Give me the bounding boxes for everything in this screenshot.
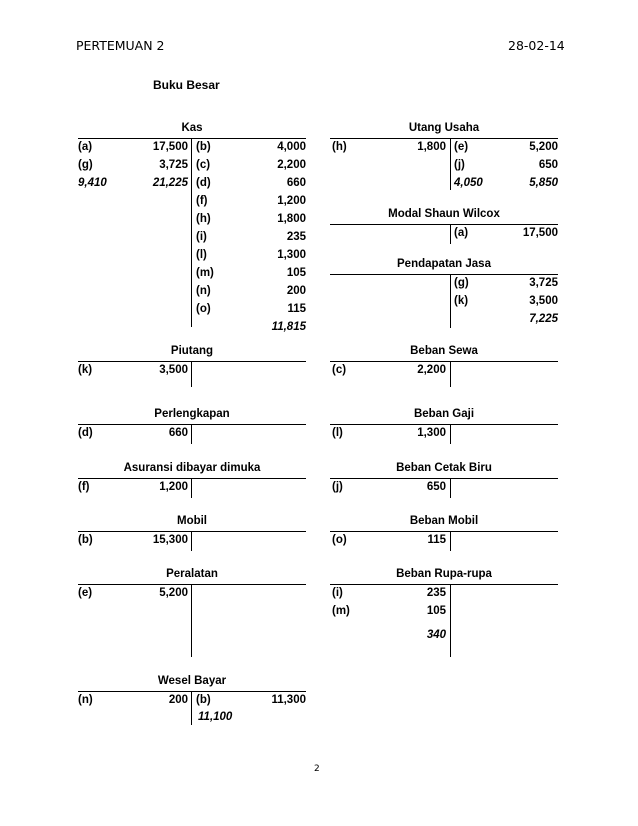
debit-ref: (j) [332, 481, 343, 493]
debit-amount: 1,800 [417, 141, 446, 153]
debit-amount: 1,300 [417, 427, 446, 439]
account-title: Modal Shaun Wilcox [388, 208, 500, 220]
account-beban-sewa [330, 345, 558, 387]
debit-ref: (d) [78, 427, 93, 439]
debit-ref: (l) [332, 427, 343, 439]
credit-ref: (a) [454, 227, 469, 239]
account-title: Beban Sewa [410, 345, 478, 357]
debit-amount: 235 [426, 587, 446, 599]
credit-total: 7,225 [529, 313, 558, 325]
t-account-divider [450, 138, 451, 190]
account-title: Beban Cetak Biru [396, 462, 492, 474]
debit-ref: (a) [78, 141, 93, 153]
debit-amount: 200 [168, 694, 188, 706]
debit-amount: 115 [427, 534, 446, 546]
account-title: Mobil [176, 515, 208, 527]
t-account-divider [191, 361, 192, 387]
debit-ref: (b) [78, 534, 93, 546]
t-account-divider [450, 224, 451, 244]
debit-amount: 5,200 [159, 587, 188, 599]
page-header-left: PERTEMUAN 2 [76, 38, 165, 53]
t-account-divider [191, 138, 192, 327]
credit-ref: (o) [196, 303, 211, 315]
credit-total: 11,100 [198, 711, 233, 723]
credit-ref: (j) [454, 159, 465, 171]
t-account-line [78, 691, 306, 692]
credit-ref: (h) [196, 213, 211, 225]
debit-ref: (i) [332, 587, 343, 599]
credit-amount: 105 [286, 267, 306, 279]
credit-amount: 3,725 [529, 277, 558, 289]
debit-amount: 650 [426, 481, 446, 493]
account-kas [78, 122, 306, 333]
debit-total: 340 [426, 629, 446, 641]
credit-amount: 5,200 [529, 141, 558, 153]
credit-amount: 660 [286, 177, 306, 189]
t-account-divider [191, 424, 192, 444]
t-account-line [330, 478, 558, 479]
credit-amount: 115 [287, 303, 306, 315]
account-utang-usaha [330, 122, 558, 190]
account-peralatan [78, 568, 306, 657]
debit-amount: 3,500 [159, 364, 188, 376]
debit-ref: (n) [78, 694, 93, 706]
credit-ref: (f) [196, 195, 208, 207]
debit-amount: 15,300 [152, 534, 188, 546]
t-account-line [78, 138, 306, 139]
credit-ref: (m) [196, 267, 214, 279]
t-account-line [78, 584, 306, 585]
debit-ref: (c) [332, 364, 347, 376]
account-beban-cetak-biru [330, 462, 558, 498]
t-account-divider [450, 361, 451, 387]
page-number: 2 [314, 764, 320, 774]
account-title: Perlengkapan [154, 408, 230, 420]
debit-ref: (g) [78, 159, 93, 171]
t-account-line [330, 424, 558, 425]
credit-total: 5,850 [529, 177, 558, 189]
credit-amount: 11,300 [271, 694, 306, 706]
t-account-divider [450, 531, 451, 551]
debit-amount: 1,200 [159, 481, 188, 493]
t-account-line [330, 138, 558, 139]
debit-balance: 9,410 [78, 177, 107, 189]
debit-ref: (f) [78, 481, 90, 493]
debit-ref: (k) [78, 364, 93, 376]
debit-amount: 660 [168, 427, 188, 439]
t-account-divider [450, 424, 451, 444]
t-account-line [330, 584, 558, 585]
account-beban-rupa-rupa [330, 568, 558, 657]
credit-amount: 1,800 [277, 213, 306, 225]
credit-amount: 3,500 [529, 295, 558, 307]
t-account-line [78, 478, 306, 479]
account-wesel-bayar [78, 675, 306, 725]
credit-ref: (k) [454, 295, 469, 307]
credit-amount: 2,200 [277, 159, 306, 171]
credit-amount: 200 [286, 285, 306, 297]
credit-ref: (g) [454, 277, 469, 289]
debit-ref: (h) [332, 141, 347, 153]
account-title: Piutang [170, 345, 214, 357]
account-beban-gaji [330, 408, 558, 444]
account-title: Beban Gaji [413, 408, 475, 420]
page-header-date: 28-02-14 [508, 38, 565, 53]
t-account-line [330, 361, 558, 362]
credit-ref: (n) [196, 285, 211, 297]
credit-ref: (i) [196, 231, 207, 243]
credit-amount: 1,200 [277, 195, 306, 207]
t-account-line [78, 424, 306, 425]
debit-amount: 3,725 [159, 159, 188, 171]
account-mobil [78, 515, 306, 551]
debit-ref: (e) [78, 587, 93, 599]
credit-ref: (d) [196, 177, 211, 189]
account-title: Beban Mobil [409, 515, 479, 527]
account-title: Pendapatan Jasa [397, 258, 491, 270]
account-title: Utang Usaha [408, 122, 480, 134]
credit-amount: 4,000 [277, 141, 306, 153]
ledger-title: Buku Besar [153, 78, 220, 92]
account-asuransi [78, 462, 306, 498]
t-account-divider [191, 531, 192, 551]
debit-amount: 105 [426, 605, 446, 617]
t-account-line [78, 361, 306, 362]
account-beban-mobil [330, 515, 558, 551]
credit-total: 11,815 [271, 321, 306, 333]
credit-ref: (b) [196, 694, 211, 706]
account-title: Asuransi dibayar dimuka [123, 462, 261, 474]
credit-amount: 1,300 [277, 249, 306, 261]
t-account-divider [191, 691, 192, 725]
t-account-line [78, 531, 306, 532]
t-account-line [330, 531, 558, 532]
account-title: Kas [181, 122, 203, 134]
credit-amount: 235 [286, 231, 306, 243]
account-title: Wesel Bayar [157, 675, 227, 687]
t-account-divider [450, 478, 451, 498]
t-account-divider [191, 584, 192, 657]
t-account-line [330, 274, 558, 275]
account-pendapatan-jasa [330, 258, 558, 328]
credit-ref: (c) [196, 159, 211, 171]
account-piutang [78, 345, 306, 387]
debit-total: 21,225 [152, 177, 188, 189]
t-account-line [330, 224, 558, 225]
t-account-divider [450, 584, 451, 657]
credit-ref: (l) [196, 249, 207, 261]
credit-ref: (b) [196, 141, 211, 153]
t-account-divider [450, 274, 451, 328]
credit-amount: 650 [538, 159, 558, 171]
debit-ref: (o) [332, 534, 347, 546]
credit-amount: 17,500 [522, 227, 558, 239]
account-modal [330, 208, 558, 244]
debit-amount: 2,200 [417, 364, 446, 376]
credit-balance: 4,050 [454, 177, 483, 189]
account-perlengkapan [78, 408, 306, 444]
account-title: Beban Rupa-rupa [396, 568, 492, 580]
credit-ref: (e) [454, 141, 469, 153]
debit-ref: (m) [332, 605, 350, 617]
account-title: Peralatan [166, 568, 218, 580]
t-account-divider [191, 478, 192, 498]
debit-amount: 17,500 [152, 141, 188, 153]
